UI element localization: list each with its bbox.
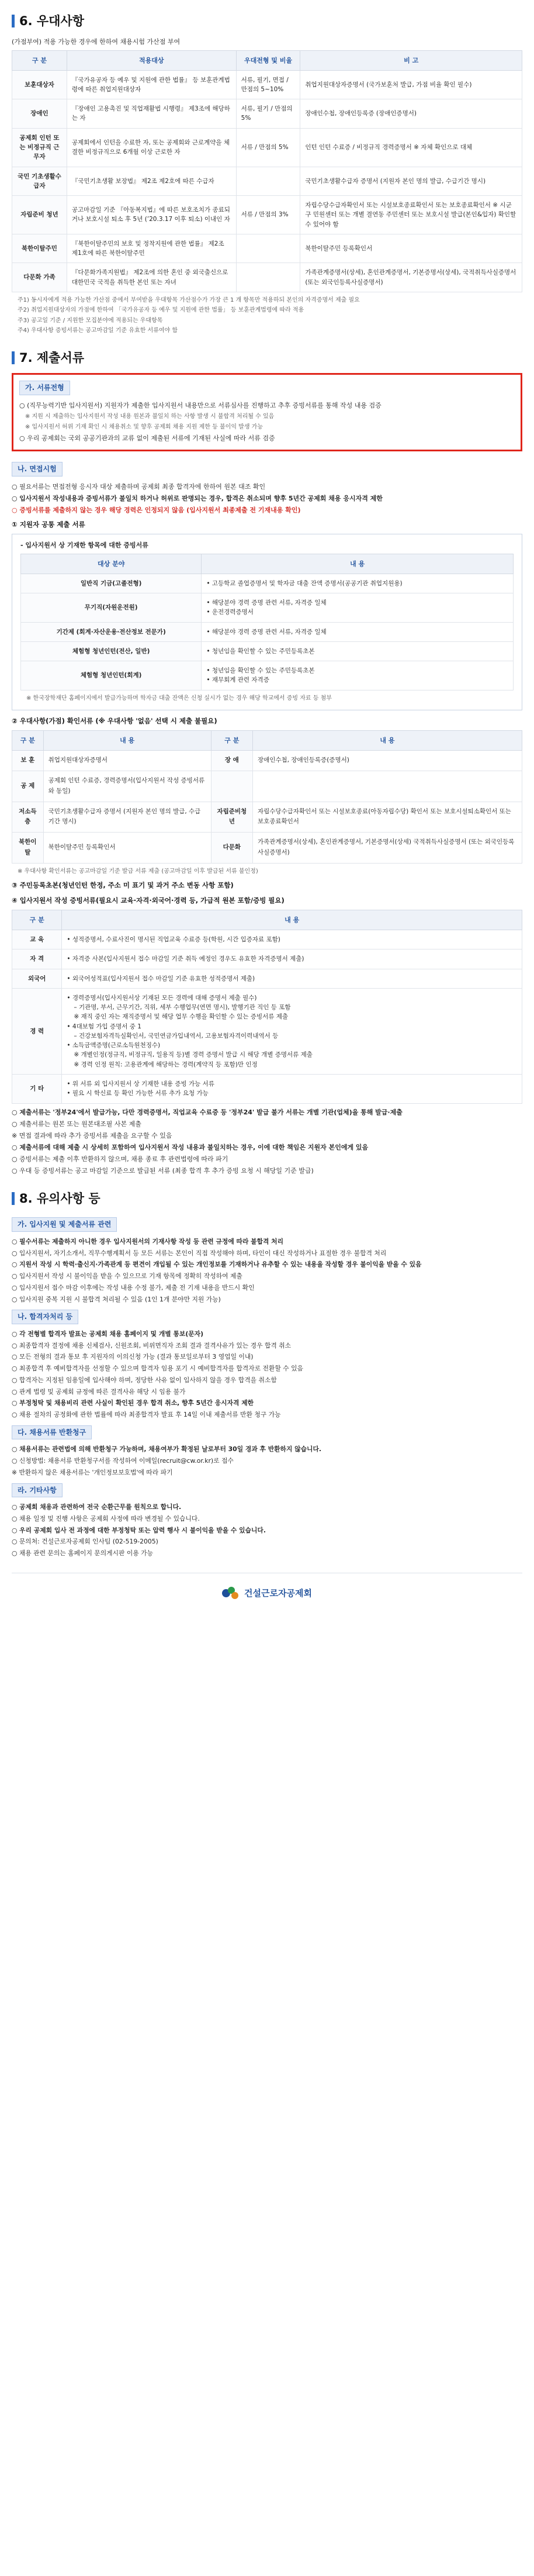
list-item: • 외국어성적표(입사지원서 접수 마감일 기준 유효한 성적증명서 제출) <box>67 975 255 982</box>
submission-note: ※ 면접 결과에 따라 추가 증빙서류 제출을 요구할 수 있음 <box>12 1131 172 1139</box>
items-cell <box>202 593 514 623</box>
list-item: ○ 입사지원서 작성 시 불이익을 받을 수 있으므로 기재 항목에 정확히 작성하여 제출 <box>12 1272 242 1280</box>
table-row <box>12 234 522 263</box>
section-7-title <box>12 348 522 368</box>
submission-note: ○ 제출서류는 원본 또는 원본대조필 사본 제출 <box>12 1120 141 1128</box>
section-8-heading: 8. 유의사항 등 <box>19 1191 100 1206</box>
list-item: – 건강보험자격득실확인서, 국민연금가입내역서, 고용보험자격이력내역서 등 <box>74 1032 279 1040</box>
category-cell: 교 육 <box>12 930 62 949</box>
list-item: • 청년임을 확인할 수 있는 주민등록초본 <box>206 667 315 675</box>
category-cell: 보 훈 <box>12 750 44 771</box>
notice-a-list <box>12 1237 522 1304</box>
list-item: • 소득금액증명(근로소득원천징수) <box>67 1042 161 1049</box>
footnote: 주2) 취업지원대상자의 가점에 한하여 「국가유공자 등 예우 및 지원에 관한 법률」 등 보훈관계법령에 따라 적용 <box>18 307 304 314</box>
table-row <box>12 196 522 234</box>
list-item: • 필요 시 학신료 등 확인 가능한 서류 추가 요청 가능 <box>67 1090 209 1097</box>
table-row <box>12 969 522 988</box>
content-cell: 취업지원대상자증명서 <box>43 750 211 771</box>
list-item: ○ 최종합격 후 예비합격자를 선정할 수 있으며 합격자 임용 포기 시 예비합격자를 합격자로 전환할 수 있음 <box>12 1365 303 1373</box>
content-cell <box>252 771 522 802</box>
list-item: ○ 관계 법령 및 공제회 규정에 따른 결격사유 해당 시 임용 불가 <box>12 1387 186 1396</box>
items-cell <box>62 930 522 949</box>
items-cell <box>62 988 522 1074</box>
category-cell: 경 력 <box>12 988 62 1074</box>
list-item: ○ 최종합격자 결정에 채용 신체검사, 신원조회, 비위면직자 조회 결과 결격사유가 있는 경우 합격 취소 <box>12 1341 292 1349</box>
column-header: 내 용 <box>62 910 522 930</box>
screening-note-1: ※ 지원 시 제출하는 입사지원서 작성 내용 원본과 불일치 하는 사항 발생 시 불합격 처리될 수 있음 <box>25 413 275 420</box>
items-cell <box>62 969 522 988</box>
content-cell: 국민기초생활수급자 증명서 (지원자 본인 명의 발급, 수급기간 명시) <box>43 802 211 833</box>
note-cell: 장애인수첩, 장애인등록증 (장애인증명서) <box>300 99 522 129</box>
step-4-heading: ④ 입사지원서 작성 증빙서류(필요시 교육·자격·외국어·경력 등, 가급적 원본 포함/증빙 필요) <box>12 896 285 905</box>
list-item: – 기관명, 부서, 근무기간, 직위, 세부 수행업무(연면 명시), 발행기관 직인 등 포함 <box>74 1004 291 1011</box>
category-cell: 체험형 청년인턴(회계) <box>21 661 202 690</box>
section-marker <box>12 15 15 27</box>
category-cell: 무기직(자원운전원) <box>21 593 202 623</box>
table-row <box>21 641 514 661</box>
list-item: • 운전경력증명서 <box>206 609 254 616</box>
common-docs-box <box>12 534 522 710</box>
table-row <box>12 99 522 129</box>
table-row <box>21 574 514 593</box>
pref-footnotes <box>12 296 522 336</box>
document-screening-highlight <box>12 373 522 451</box>
submission-notes <box>12 1107 522 1176</box>
table-row <box>12 128 522 167</box>
docs-note: ※ 한국장학재단 홈페이지에서 발급가능하며 학자금 대출 잔액은 신청 실시가 없는 경우 해당 학교에서 증빙 자료 등 첨부 <box>26 695 332 702</box>
notice-b-badge: 나. 합격자처리 등 <box>12 1310 78 1324</box>
list-item: ○ 각 전형별 합격자 발표는 공제회 채용 홈페이지 및 개별 통보(문자) <box>12 1330 204 1338</box>
notice-c-badge: 다. 채용서류 반환청구 <box>12 1425 92 1440</box>
step-2-heading: ② 우대사항(가점) 확인서류 (※ 우대사항 '없음' 선택 시 제출 불필요) <box>12 717 217 726</box>
list-item: ○ 합격자는 지정된 임용일에 입사해야 하며, 정당한 사유 없이 입사하지 않을 경우 합격을 취소함 <box>12 1376 277 1384</box>
footer <box>12 1573 522 1614</box>
category-cell: 공 제 <box>12 771 44 802</box>
rate-cell: 서류 / 만점의 5% <box>236 128 300 167</box>
common-docs-table <box>20 554 514 690</box>
list-item: • 청년임을 확인할 수 있는 주민등록초본 <box>206 647 315 655</box>
column-header: 대상 분야 <box>21 554 202 574</box>
list-item: ○ 우리 공제회 입사 전 과정에 대한 부정청탁 또는 압력 행사 시 불이익을 받을 수 있습니다. <box>12 1526 266 1534</box>
rate-cell: 서류 / 만점의 3% <box>236 196 300 234</box>
list-item: ○ 부정청탁 및 채용비리 관련 사실이 확인된 경우 합격 취소, 향후 5년간 응시자격 제한 <box>12 1399 254 1407</box>
note-cell: 가족관계증명서(상세), 혼인관계증명서, 기본증명서(상세), 국적취득사실증명서 (또는 외국인등록사실증명서) <box>300 263 522 292</box>
table-row <box>12 802 522 833</box>
content-cell: 북한이탈주민 등록확인서 <box>43 833 211 864</box>
interview-line-2: ○ 입사지원서 작성내용과 증빙서류가 불일치 하거나 허위로 판명되는 경우, 합격은 취소되며 향후 5년간 공제회 채용 응시자격 제한 <box>12 494 383 502</box>
list-item: • 재무회계 관련 자격증 <box>206 676 269 684</box>
list-item: ○ 채용 관련 문의는 홈페이지 문의게시판 이용 가능 <box>12 1549 154 1558</box>
target-cell: 『국가유공자 등 예우 및 지원에 관한 법률』 등 보훈관계법령에 따른 취업지원대상자 <box>67 70 236 99</box>
note-cell: 취업지원대상자증명서 (국가보훈처 발급, 가점 비율 확인 필수) <box>300 70 522 99</box>
evidence-docs-table <box>12 910 522 1104</box>
screening-line-1: ○ (직무능력기반 입사지원서) 지원자가 제출한 입사지원서 내용만으로 서류심사를 진행하고 추후 증빙서류를 통해 작성 내용 검증 <box>19 402 382 410</box>
section-marker <box>12 1192 15 1205</box>
organization-name: 건설근로자공제회 <box>244 1587 312 1598</box>
category-cell: 다문화 <box>211 833 252 864</box>
items-cell <box>202 622 514 641</box>
category-cell: 체험형 청년인턴(전산, 일반) <box>21 641 202 661</box>
target-cell: 『다문화가족지원법』 제2조에 의한 혼인 중 외국출신으로 대한민국 국적을 취득한 본인 또는 자녀 <box>67 263 236 292</box>
footnote: 주1) 동시자에게 적용 가능한 가산점 중에서 부여받을 우대항목 가산점수가 가장 큰 1 개 항목만 적용하되 본인의 자격증명서 제출 필요 <box>18 296 360 303</box>
category-cell: 외국어 <box>12 969 62 988</box>
items-cell <box>62 1074 522 1103</box>
list-item: • 해당분야 경력 증명 관련 서류, 자격증 일체 <box>206 628 327 636</box>
section-7-heading: 7. 제출서류 <box>19 350 85 365</box>
organization-logo <box>222 1587 312 1600</box>
items-cell <box>202 661 514 690</box>
column-header: 구 분 <box>12 910 62 930</box>
column-header: 내 용 <box>252 730 522 750</box>
target-cell: 『국민기초생활 보장법』 제2조 제2호에 따른 수급자 <box>67 167 236 196</box>
category-cell <box>211 771 252 802</box>
content-cell: 자립수당수급자확인서 또는 시설보호종료(아동자립수당) 확인서 또는 보호시설퇴소확인서 또는 보호종료확인서 <box>252 802 522 833</box>
submission-note: ○ 제출서류에 대해 제출 시 상세히 포함하여 입사지원서 작성 내용과 불일치하는 경우, 이에 대한 책임은 지원자 본인에게 있음 <box>12 1143 369 1151</box>
column-header: 내 용 <box>202 554 514 574</box>
list-item: • 경력증명서(입사지원서상 기재된 모든 경력에 대해 증명서 제출 필수) <box>67 994 257 1002</box>
submission-note: ○ 우대 등 증빙서류는 공고 마감일 기준으로 발급된 서류 (최종 합격 후 추가 증빙 요청 시 해당일 기준 발급) <box>12 1166 314 1175</box>
section-8 <box>12 1189 522 1559</box>
category-cell: 북한이탈주민 <box>12 234 67 263</box>
step-3-heading: ③ 주민등록초본(청년인턴 한정, 주소 미 표기 및 과거 주소 변동 사항 포함) <box>12 881 234 890</box>
content-cell: 장애인수첩, 장애인등록증(증명서) <box>252 750 522 771</box>
list-item: ○ 모든 전형의 결과 통보 후 지원자의 이의신청 가능 (결과 통보일로부터 3 영업일 이내) <box>12 1353 254 1361</box>
items-cell <box>202 641 514 661</box>
list-item: ※ 반환하지 않은 채용서류는 '개인정보보호법'에 따라 파기 <box>12 1468 173 1476</box>
column-header: 적용대상 <box>67 50 236 70</box>
items-cell <box>62 949 522 969</box>
target-cell: 공고마감일 기준 『아동복지법』에 따른 보호조치가 종료되거나 보호시설 퇴소 후 5년 (’20.3.17 이후 퇴소) 이내인 자 <box>67 196 236 234</box>
list-item: • 성적증명서, 수료사진이 명시된 직업교육 수료증 등(학원, 시간 입증자료 포함) <box>67 936 280 944</box>
list-item: ※ 개별인정(정규직, 비정규직, 일용직 등)별 경력 증명서 발급 시 해당 개별 증명서류 제출 <box>74 1051 313 1059</box>
target-cell: 『북한이탈주민의 보호 및 정착지원에 관한 법률』 제2조 제1호에 따른 북한이탈주민 <box>67 234 236 263</box>
rate-cell <box>236 167 300 196</box>
section-marker <box>12 351 15 364</box>
target-cell: 『장애인 고용촉진 및 직업재활법 시행령』 제3조에 해당하는 자 <box>67 99 236 129</box>
list-item: ○ 채용서류는 관련법에 의해 반환청구 가능하며, 채용여부가 확정된 날로부터 30일 경과 후 반환하지 않습니다. <box>12 1445 321 1453</box>
note-cell: 북한이탈주민 등록확인서 <box>300 234 522 263</box>
list-item: ○ 입사지원서 접수 마감 이후에는 작성 내용 수정 불가, 제출 전 기재 내용을 반드시 확인 <box>12 1283 255 1292</box>
footnote: 주3) 공고일 기준 / 지원한 모집분야에 적용되는 우대항목 <box>18 317 163 324</box>
table-row <box>21 661 514 690</box>
column-header: 우대전형 및 비율 <box>236 50 300 70</box>
category-cell: 국민 기초생활수급자 <box>12 167 67 196</box>
list-item: ○ 문의처: 건설근로자공제회 인사팀 (02-519-2005) <box>12 1538 158 1546</box>
list-item: • 위 서류 외 입사지원서 상 기재한 내용 증빙 가능 서류 <box>67 1080 214 1087</box>
list-item: ○ 지원서 작성 시 학력·출신지·가족관계 등 편견이 개입될 수 있는 개인정보를 기재하거나 유추할 수 있는 내용을 작성할 경우 불이익을 받을 수 있음 <box>12 1261 422 1269</box>
logo-symbol-icon <box>222 1587 240 1600</box>
list-item: ○ 신청방법: 채용서류 반환청구서를 작성하여 이메일(recruit@cw.or.kr)로 접수 <box>12 1457 234 1465</box>
rate-cell: 서류, 필기 / 만점의 5% <box>236 99 300 129</box>
rate-cell <box>236 263 300 292</box>
screening-note-2: ※ 입사지원서 허위 기재 확인 시 채용취소 및 향후 공제회 채용 지원 제한 등 불이익 발생 가능 <box>25 423 263 430</box>
list-item: ○ 채용 일정 및 진행 사항은 공제회 사정에 따라 변경될 수 있습니다. <box>12 1514 200 1522</box>
interview-line-3: ○ 증빙서류를 제출하지 않는 경우 해당 경력은 인정되지 않음 (입사지원서 최종제출 전 기재내용 확인) <box>12 506 301 514</box>
notice-a-badge: 가. 입사지원 및 제출서류 관련 <box>12 1217 117 1232</box>
section-8-title <box>12 1189 522 1208</box>
category-cell: 북한이탈 <box>12 833 44 864</box>
table-row <box>12 833 522 864</box>
submission-note: ○ 제출서류는 '정부24'에서 발급가능, 다만 경력증명서, 직업교육 수료증 등 '정부24' 발급 불가 서류는 개별 기관(업체)을 통해 발급·제출 <box>12 1108 403 1116</box>
column-header: 내 용 <box>43 730 211 750</box>
category-cell: 기간제 (회계·자산운용·전산정보 전문가) <box>21 622 202 641</box>
category-cell: 공제회 인턴 또는 비정규직 근무자 <box>12 128 67 167</box>
notice-d-list <box>12 1503 522 1559</box>
table-row <box>12 988 522 1074</box>
rate-cell <box>236 234 300 263</box>
table-row <box>12 167 522 196</box>
list-item: ○ 채용 절차의 공정화에 관한 법률에 따라 최종합격자 발표 후 14일 이내 제출서류 반환 청구 가능 <box>12 1411 281 1419</box>
box-heading: - 입사지원서 상 기재한 항목에 대한 증빙서류 <box>20 541 148 549</box>
list-item: ○ 입사지원 중복 지원 시 불합격 처리될 수 있음 (1인 1개 분야만 지원 가능) <box>12 1295 221 1303</box>
table-row <box>12 1074 522 1103</box>
column-header: 구 분 <box>12 730 44 750</box>
notice-b-list <box>12 1330 522 1420</box>
category-cell: 자립준비청년 <box>211 802 252 833</box>
preference-table <box>12 50 522 292</box>
notice-d-badge: 라. 기타사항 <box>12 1483 63 1498</box>
table-row <box>12 930 522 949</box>
category-cell: 장 애 <box>211 750 252 771</box>
table-row <box>12 70 522 99</box>
section-6-heading: 6. 우대사항 <box>19 14 85 28</box>
category-cell: 기 타 <box>12 1074 62 1103</box>
rate-cell: 서류, 필기, 면접 / 만점의 5~10% <box>236 70 300 99</box>
list-item: ○ 입사지원서, 자기소개서, 직무수행계획서 등 모든 서류는 본인이 직접 작성해야 하며, 타인이 대신 작성하거나 표절한 경우 불합격 처리 <box>12 1249 387 1257</box>
category-cell: 장애인 <box>12 99 67 129</box>
pref-intro: (가점부여) 적용 가능한 경우에 한하여 채용시험 가산점 부여 <box>12 37 181 46</box>
subsection-b-badge: 나. 면접시험 <box>12 462 63 476</box>
screening-line-2: ○ 우리 공제회는 국외 공공기관과의 교류 없이 제출된 서류에 기재된 사실에 따라 서류 검증 <box>19 434 275 443</box>
interview-line-1: ○ 필요서류는 면접전형 응시자 대상 제출하며 공제회 최종 합격자에 한하여 원본 대조 확인 <box>12 482 266 491</box>
content-cell: 가족관계증명서(상세), 혼인관계증명서, 기본증명서(상세) 국적취득사실증명서 (또는 외국인등록사실증명서) <box>252 833 522 864</box>
footnote: 주4) 우대사항 증빙서류는 공고마감일 기준 유효한 서류여야 함 <box>18 327 178 334</box>
category-cell: 보훈대상자 <box>12 70 67 99</box>
items-cell <box>202 574 514 593</box>
column-header: 비 고 <box>300 50 522 70</box>
step-1-heading: ① 지원자 공통 제출 서류 <box>12 520 85 529</box>
content-cell: 공제회 인턴 수료증, 경력증명서(입사지원서 작성 증빙서류와 동일) <box>43 771 211 802</box>
table-row <box>21 622 514 641</box>
pref-docs-table <box>12 730 522 864</box>
pref-docs-note: ※ 우대사항 확인서류는 공고마감일 기준 발급 서류 제출 (공고마감일 이후 발급된 서류 불인정) <box>18 868 258 875</box>
list-item: ※ 경력 인정 원칙: 고용관계에 해당하는 경력(계약직 등 포함)만 인정 <box>74 1061 258 1068</box>
category-cell: 저소득층 <box>12 802 44 833</box>
list-item: ○ 공제회 채용과 관련하여 전국 순환근무를 원칙으로 합니다. <box>12 1503 182 1511</box>
target-cell: 공제회에서 인턴을 수료한 자, 또는 공제회와 근로계약을 체결한 비정규직으로 6개월 이상 근로한 자 <box>67 128 236 167</box>
column-header: 구 분 <box>211 730 252 750</box>
note-cell: 국민기초생활수급자 증명서 (지원자 본인 명의 발급, 수급기간 명시) <box>300 167 522 196</box>
subsection-a-badge: 가. 서류전형 <box>19 381 70 395</box>
list-item: • 4대보험 가입 증명서 중 1 <box>67 1023 141 1030</box>
list-item: ※ 재직 중인 자는 재직증명서 및 해당 업무 수행을 확인할 수 있는 증빙서류 제출 <box>74 1013 288 1021</box>
note-cell: 인턴 인턴 수료증 / 비정규직 경력증명서 ※ 자체 확인으로 대체 <box>300 128 522 167</box>
list-item: • 자격증 사본(입사지원서 접수 마감일 기준 취득 예정인 경우도 유효한 자격증명서 제출) <box>67 955 304 963</box>
list-item: ○ 필수서류는 제출하지 아니한 경우 입사지원서의 기재사항 작성 등 관련 규정에 따라 불합격 처리 <box>12 1237 284 1245</box>
category-cell: 자립준비 청년 <box>12 196 67 234</box>
category-cell: 자 격 <box>12 949 62 969</box>
submission-note: ○ 증빙서류는 제출 이후 반환하지 않으며, 채용 종료 후 관련법령에 따라 파기 <box>12 1155 228 1163</box>
table-row <box>12 750 522 771</box>
list-item: • 고등학교 졸업증명서 및 학자금 대출 잔액 증명서(공공기관 취업지원용) <box>206 579 403 587</box>
category-cell: 다문화 가족 <box>12 263 67 292</box>
table-row <box>21 593 514 623</box>
table-row <box>12 263 522 292</box>
table-row <box>12 771 522 802</box>
table-row <box>12 949 522 969</box>
section-6-title <box>12 12 522 31</box>
note-cell: 자립수당수급자확인서 또는 시설보호종료확인서 또는 보호종료확인서 ※ 시군구 민원센터 또는 개별 결연동 주민센터 또는 보호시설 발급(본인&입자) 확인할 수 있어야 함 <box>300 196 522 234</box>
list-item: • 해당분야 경력 증명 관련 서류, 자격증 일체 <box>206 599 327 607</box>
notice-c-list <box>12 1445 522 1477</box>
category-cell: 일반직 기금(고졸전형) <box>21 574 202 593</box>
column-header: 구 분 <box>12 50 67 70</box>
